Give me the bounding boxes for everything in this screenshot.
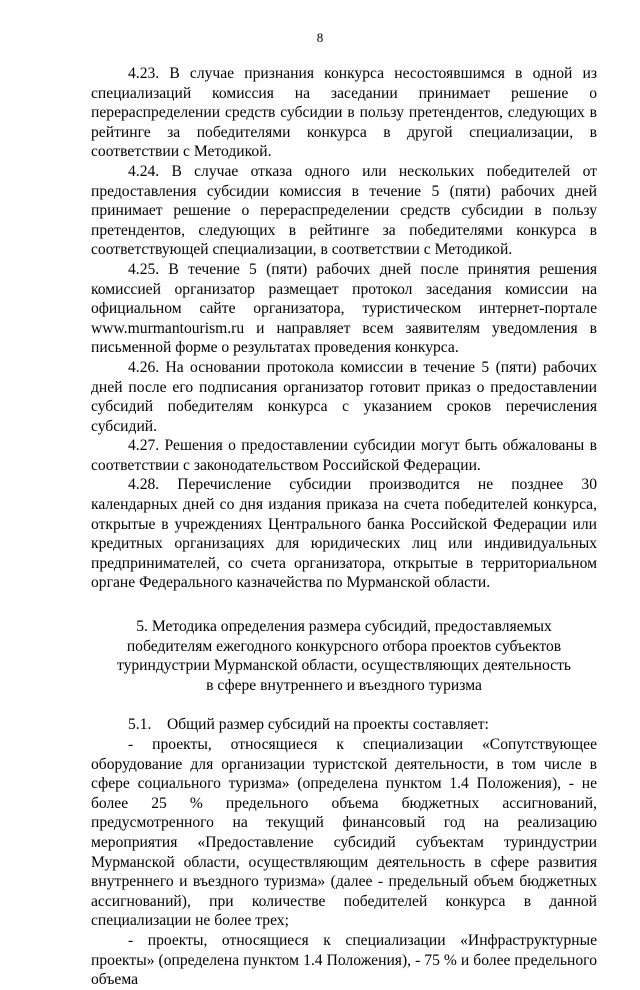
paragraph-4-24: 4.24. В случае отказа одного или нескольких победителей от предоставления субсидии комиссия в течение 5 (пяти) рабочих дней принимает решение о перераспределении средств субсидии в пользу претендентов, следующих в рейтинге за победителями конкурса в соответствующей специализации, в соответствии с Методикой. <box>91 162 597 259</box>
heading-line-1: 5. Методика определения размера субсидий, предоставляемых <box>136 618 552 636</box>
paragraph-5-1: 5.1. Общий размер субсидий на проекты составляет: <box>128 716 489 734</box>
document-body <box>91 64 597 990</box>
list-item-accompanying-equipment: - проекты, относящиеся к специализации «Сопутствующее оборудование для организации туристской деятельности, в том числе в сфере социального туризма» (определена пунктом 1.4 Положения), - не более 25 % предельного объема бюджетных ассигнований, предусмотренного на текущий финансовый год на реализацию мероприятия «Предоставление субсидий субъектам туриндустрии Мурманской области, осуществляющим деятельность в сфере развития внутреннего и въездного туризма» (далее - предельный объем бюджетных ассигнований), при количестве победителей конкурса в данной специализации не более трех; <box>91 736 597 930</box>
heading-line-3: туриндустрии Мурманской области, осуществляющих деятельность <box>116 657 572 675</box>
paragraph-4-26: 4.26. На основании протокола комиссии в течение 5 (пяти) рабочих дней после его подписания организатор готовит приказ о предоставлении субсидий победителям конкурса с указанием сроков перечисления субсидий. <box>91 358 597 435</box>
paragraph-4-28: 4.28. Перечисление субсидии производится не позднее 30 календарных дней со дня издания приказа на счета победителей конкурса, открытые в учреждениях Центрального банка Российской Федерации или кредитных организациях для юридических лиц или индивидуальных предпринимателей, со счета организатора, открытые в территориальном органе Федерального казначейства по Мурманской области. <box>91 476 597 592</box>
paragraph-4-27: 4.27. Решения о предоставлении субсидии могут быть обжалованы в соответствии с законодательством Российской Федерации. <box>91 437 597 474</box>
paragraph-4-23: 4.23. В случае признания конкурса несостоявшимся в одной из специализаций комиссия на заседании принимает решение о перераспределении средств субсидии в пользу претендентов, следующих в рейтинге за победителями конкурса в другой специализации, в соответствии с Методикой. <box>91 65 597 161</box>
section-5-heading <box>91 617 597 695</box>
page-number: 8 <box>316 30 324 45</box>
heading-line-4: в сфере внутреннего и въездного туризма <box>206 676 482 694</box>
list-item-infrastructure-projects: - проекты, относящиеся к специализации «Инфраструктурные проекты» (определена пунктом 1.4 Положения), - 75 % и более предельного объема <box>91 931 597 989</box>
paragraph-4-25: 4.25. В течение 5 (пяти) рабочих дней после принятия решения комиссией организатор размещает протокол заседания комиссии на официальном сайте организатора, туристическом интернет-портале www.murmantourism.ru и направляет всем заявителям уведомления в письменной форме о результатах проведения конкурса. <box>91 260 597 357</box>
heading-line-2: победителям ежегодного конкурсного отбора проектов субъектов <box>126 637 562 655</box>
